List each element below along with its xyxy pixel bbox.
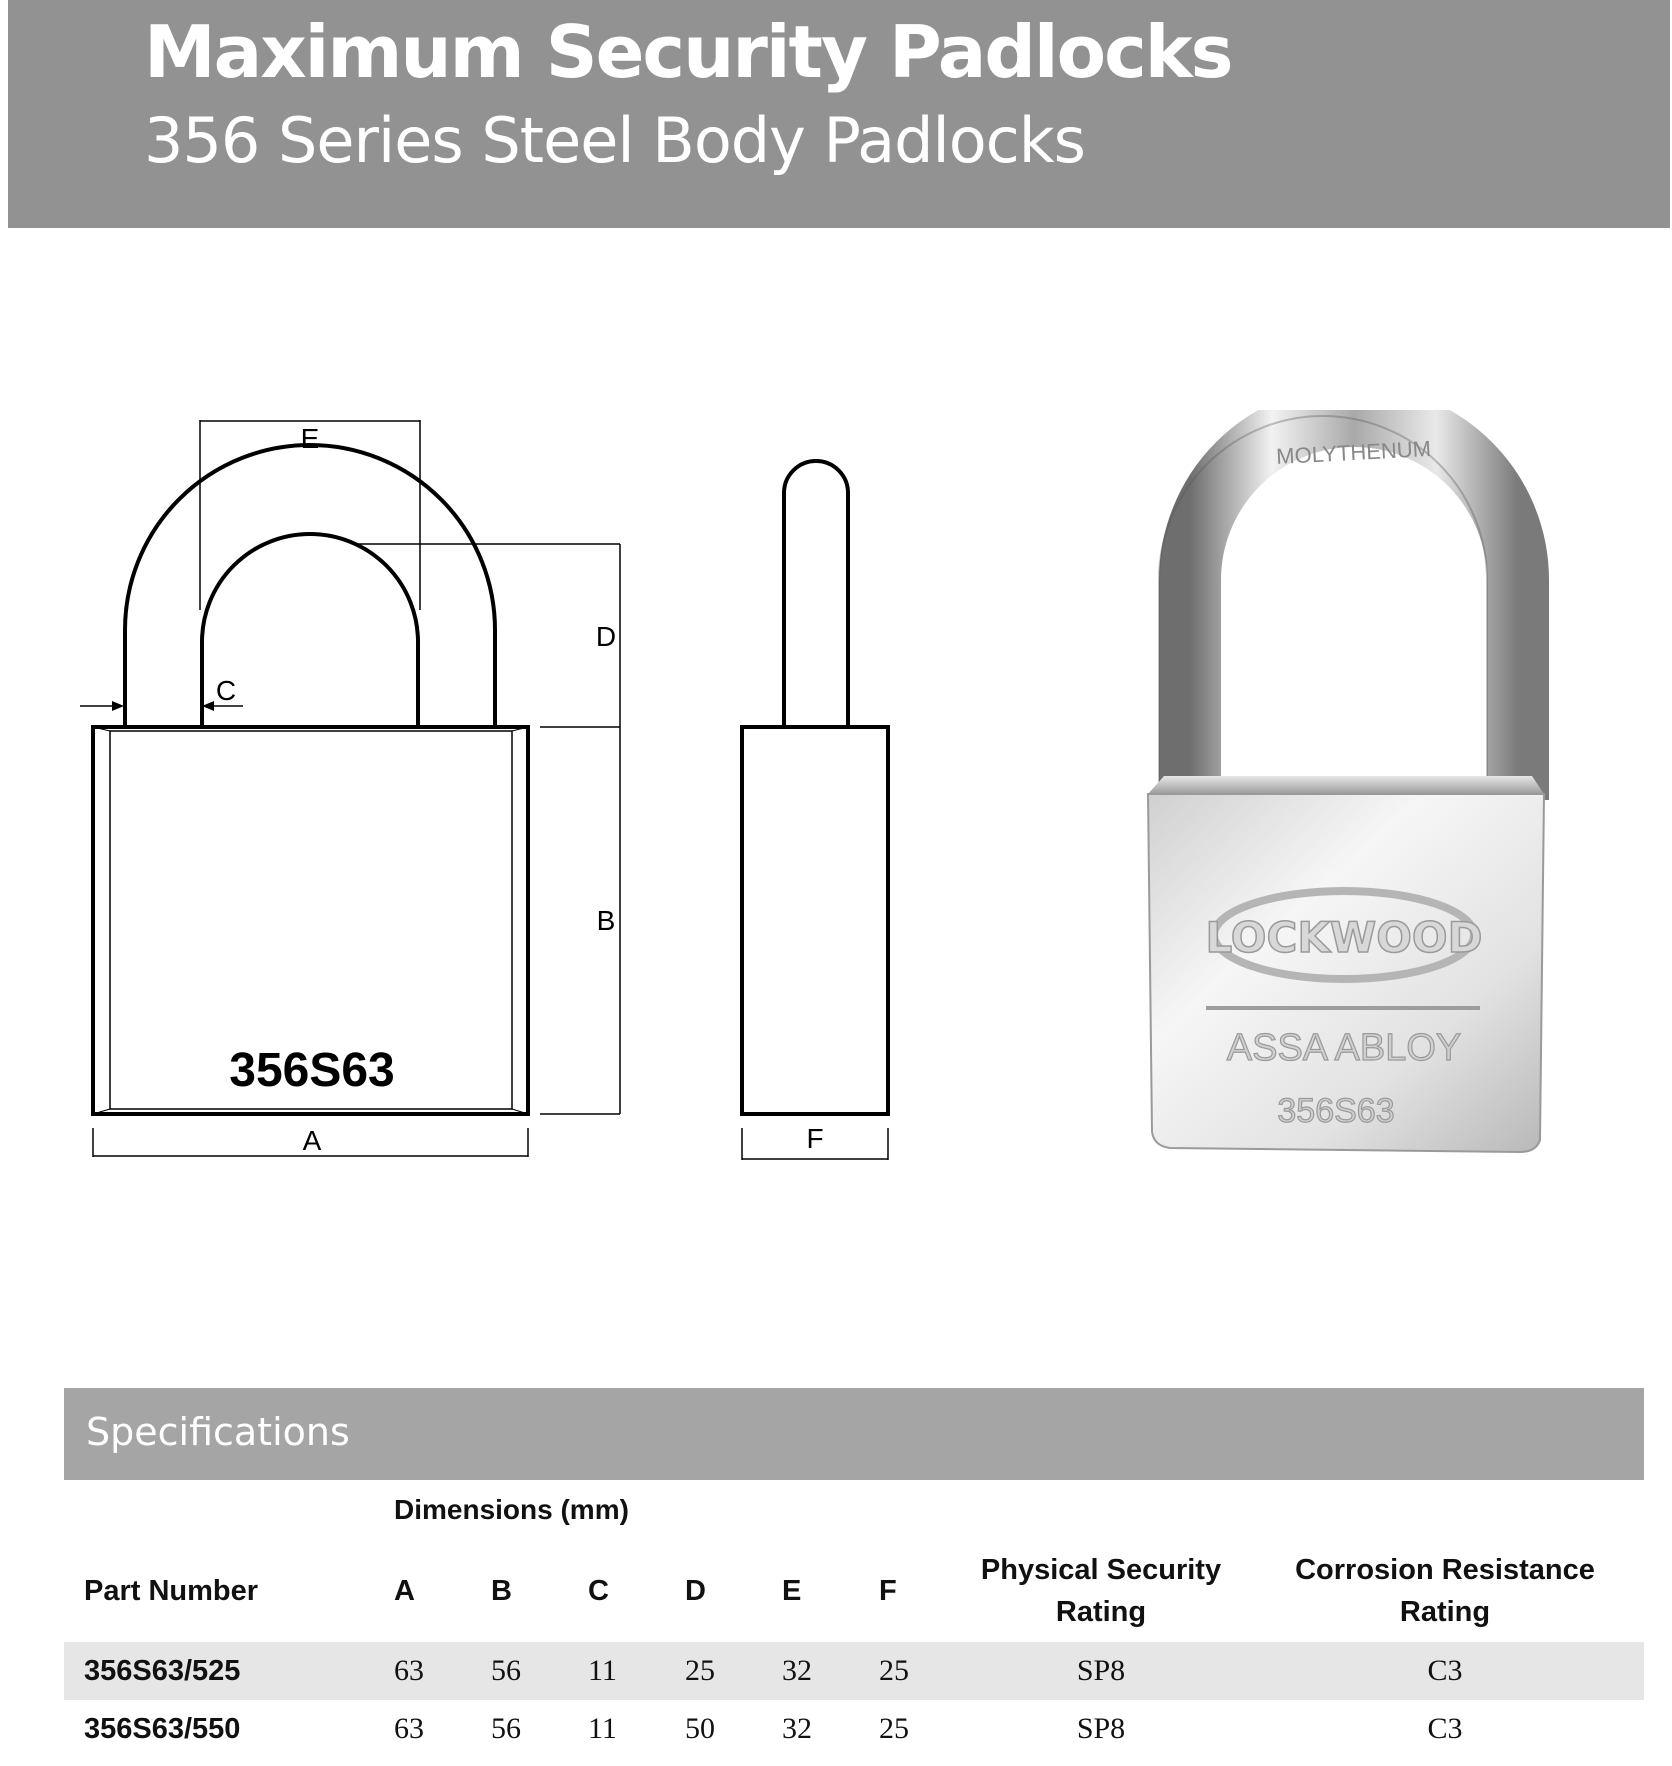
col-a: A: [394, 1575, 415, 1607]
side-view-body: [742, 727, 888, 1114]
col-c: C: [588, 1575, 609, 1607]
cell-e: 32: [762, 1642, 859, 1700]
photo-body-top: [1148, 776, 1544, 794]
cell-f: 25: [859, 1642, 956, 1700]
cell-crr: C3: [1246, 1642, 1644, 1700]
col-physical-security-rating: [956, 1540, 1246, 1642]
col-e: E: [782, 1575, 802, 1607]
cell-c: 11: [588, 1712, 617, 1745]
dimension-drawing: [0, 400, 920, 1180]
col-corrosion-resistance-rating: [1246, 1540, 1644, 1642]
dim-label-d: D: [595, 621, 617, 652]
cell-d: 50: [685, 1712, 715, 1745]
page-title: Maximum Security Padlocks: [144, 10, 1232, 94]
table-row: [64, 1700, 1644, 1758]
side-view-shackle: [784, 461, 848, 727]
cell-b: 56: [491, 1712, 521, 1745]
padlock-photo: [1140, 410, 1550, 1170]
photo-shackle: [1190, 416, 1518, 800]
cell-f: 25: [879, 1712, 909, 1745]
shackle-outer: [125, 445, 495, 727]
col-crr-line1: Corrosion Resistance: [1295, 1554, 1595, 1586]
header-banner: [8, 0, 1670, 228]
dim-label-c: C: [215, 675, 237, 706]
dim-label-f: F: [806, 1123, 824, 1154]
cell-crr: C3: [1427, 1712, 1463, 1745]
cell-psr: SP8: [1076, 1712, 1126, 1745]
col-part-number: Part Number: [84, 1575, 259, 1607]
dimensions-heading: Dimensions (mm): [394, 1494, 629, 1525]
dim-label-a: A: [302, 1125, 322, 1156]
cell-b: 56: [471, 1642, 568, 1700]
cell-part-number: 356S63/550: [84, 1712, 241, 1745]
cell-d: 25: [665, 1642, 762, 1700]
col-crr-line2: Rating: [1399, 1596, 1491, 1628]
page-subtitle: 356 Series Steel Body Padlocks: [144, 104, 1085, 177]
lockwood-logo: LOCKWOOD: [1205, 913, 1483, 962]
specifications-bar: [64, 1388, 1644, 1480]
dim-label-e: E: [300, 423, 320, 454]
table-header-row: [64, 1540, 1644, 1642]
specifications-table: [64, 1540, 1644, 1758]
cell-psr: SP8: [956, 1642, 1246, 1700]
col-psr-line2: Rating: [1055, 1596, 1147, 1628]
shackle-engraving: MOLYTHENUM: [1275, 435, 1432, 470]
model-engraving: 356S63: [1277, 1092, 1395, 1130]
col-b: B: [491, 1575, 512, 1607]
col-f: F: [879, 1575, 897, 1607]
col-d: D: [685, 1575, 706, 1607]
col-psr-line1: Physical Security: [980, 1554, 1222, 1586]
cell-c: 11: [568, 1642, 665, 1700]
cell-e: 32: [782, 1712, 812, 1745]
assa-abloy-mark: ASSA ABLOY: [1226, 1027, 1462, 1069]
cell-a: 63: [374, 1642, 471, 1700]
dim-label-b: B: [596, 905, 616, 936]
cell-part-number: 356S63/525: [64, 1642, 374, 1700]
table-row: [64, 1642, 1644, 1700]
body-marking: 356S63: [229, 1044, 395, 1097]
cell-a: 63: [394, 1712, 424, 1745]
specifications-title: Specifications: [86, 1410, 350, 1454]
